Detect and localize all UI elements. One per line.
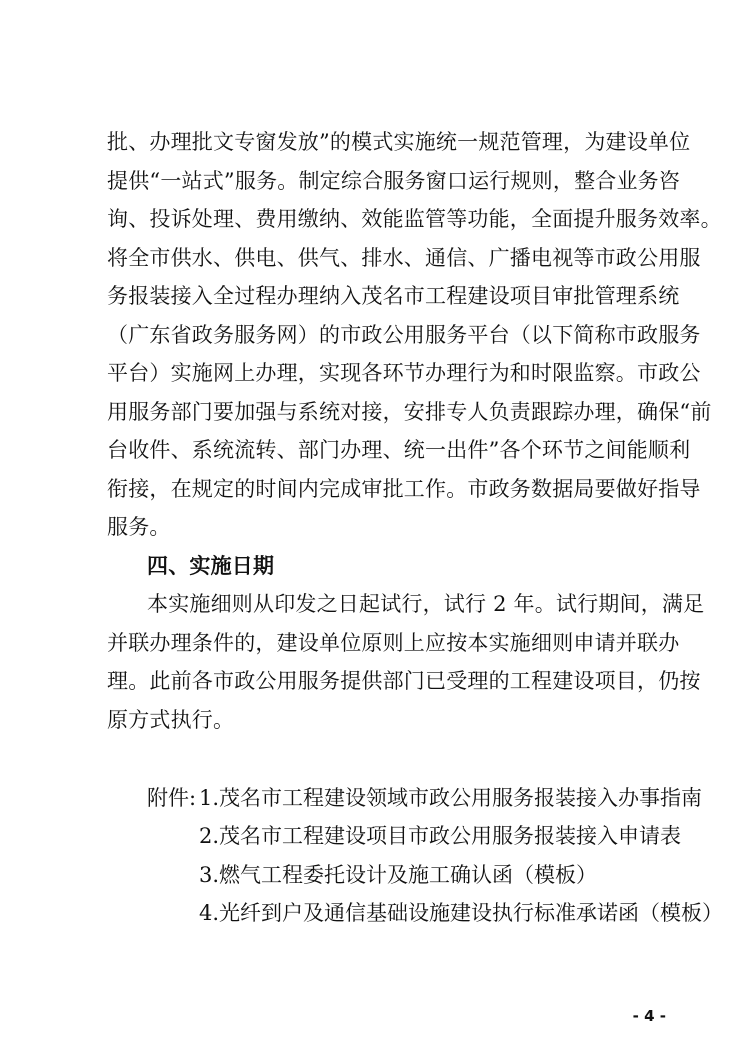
attachment-item: 2.茂名市工程建设项目市政公用服务报装接入申请表 [199, 824, 682, 848]
body-text-line: 批、办理批文专窗发放”的模式实施统一规范管理，为建设单位 [107, 130, 691, 154]
body-text-line: 用服务部门要加强与系统对接，安排专人负责跟踪办理，确保“前 [107, 400, 712, 424]
body-text-line: 将全市供水、供电、供气、排水、通信、广播电视等市政公用服 [107, 246, 701, 270]
section-heading: 四、实施日期 [147, 553, 275, 578]
section-text-line: 原方式执行。 [107, 708, 235, 732]
attachment-item: 1.茂名市工程建设领域市政公用服务报装接入办事指南 [199, 786, 703, 810]
body-text-line: 务报装接入全过程办理纳入茂名市工程建设项目审批管理系统 [107, 284, 680, 308]
body-text-line: 台收件、系统流转、部门办理、统一出件”各个环节之间能顺利 [107, 438, 691, 462]
page-number: - 4 - [632, 1007, 666, 1025]
section-text-line: 并联办理条件的，建设单位原则上应按本实施细则申请并联办 [107, 631, 680, 655]
body-text-line: 询、投诉处理、费用缴纳、效能监管等功能，全面提升服务效率。 [107, 207, 722, 231]
body-text-line: 服务。 [107, 515, 171, 539]
attachment-item: 4.光纤到户及通信基础设施建设执行标准承诺函（模板） [199, 901, 724, 925]
body-text-line: 提供“一站式”服务。制定综合服务窗口运行规则，整合业务咨 [107, 169, 681, 193]
attachment-item: 3.燃气工程委托设计及施工确认函（模板） [199, 863, 598, 887]
section-text-line: 本实施细则从印发之日起试行，试行 2 年。试行期间，满足 [147, 592, 705, 616]
section-text-line: 理。此前各市政公用服务提供部门已受理的工程建设项目，仍按 [107, 669, 701, 693]
body-text-line: 平台）实施网上办理，实现各环节办理行为和时限监察。市政公 [107, 361, 701, 385]
body-text-line: 衔接，在规定的时间内完成审批工作。市政务数据局要做好指导 [107, 477, 701, 501]
attachments-label: 附件: [147, 786, 197, 810]
body-text-line: （广东省政务服务网）的市政公用服务平台（以下简称市政服务 [107, 323, 701, 347]
